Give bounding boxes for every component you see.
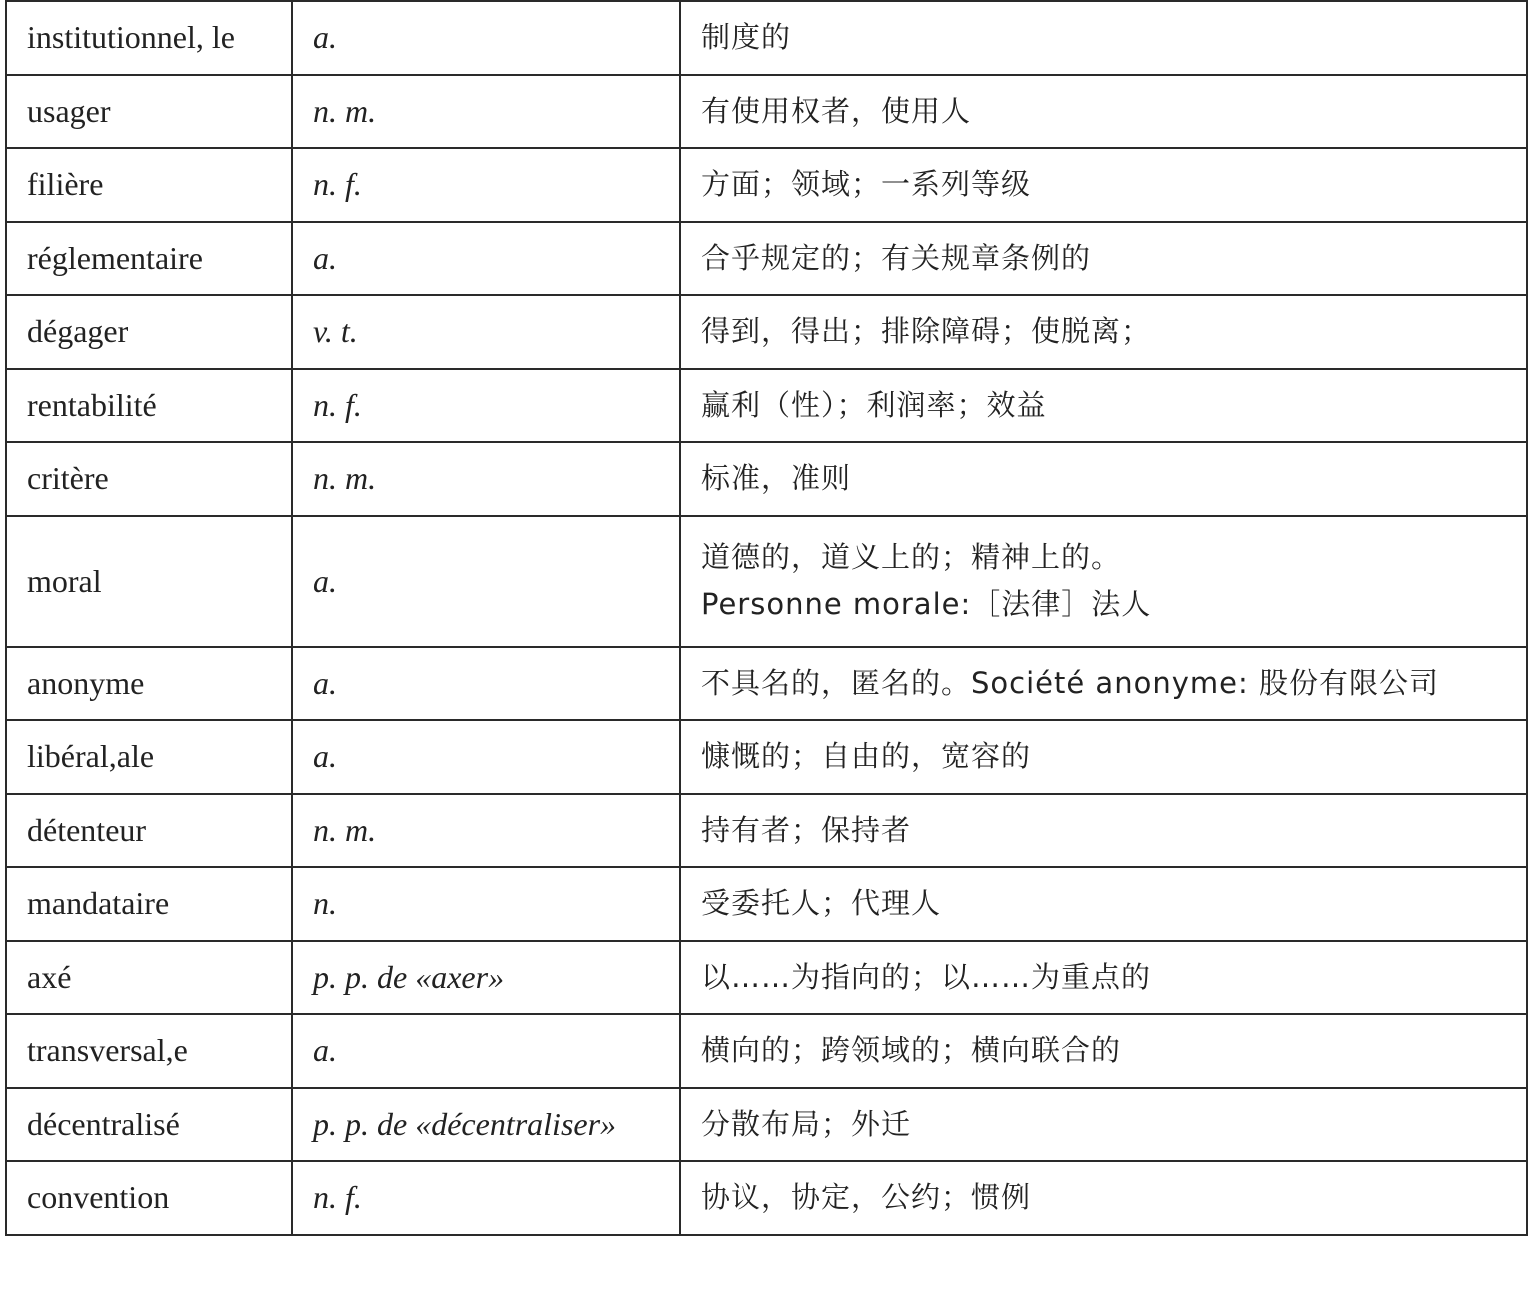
vocabulary-row [6, 867, 1527, 941]
word-cell: dégager [6, 295, 292, 369]
word-cell: convention [6, 1161, 292, 1235]
definition-cell [680, 369, 1527, 443]
definition-line: 受委托人；代理人 [701, 886, 942, 921]
vocabulary-row [6, 1161, 1527, 1235]
vocabulary-row [6, 148, 1527, 222]
part-of-speech-cell: a. [292, 720, 680, 794]
vocabulary-row [6, 720, 1527, 794]
definition-cell [680, 941, 1527, 1015]
vocabulary-table-body [6, 1, 1527, 1235]
definition-line: 持有者；保持者 [701, 812, 912, 847]
vocabulary-table [5, 0, 1528, 1236]
word-cell: décentralisé [6, 1088, 292, 1162]
part-of-speech-cell: a. [292, 222, 680, 296]
part-of-speech-cell: n. m. [292, 75, 680, 149]
definition-line: 制度的 [701, 20, 792, 55]
word-cell: libéral,ale [6, 720, 292, 794]
definition-cell [680, 647, 1527, 721]
definition-line: 以……为指向的；以……为重点的 [701, 959, 1152, 994]
definition-line: 赢利（性）；利润率；效益 [701, 387, 1047, 422]
definition-cell [680, 794, 1527, 868]
word-cell: institutionnel, le [6, 1, 292, 75]
part-of-speech-cell: v. t. [292, 295, 680, 369]
definition-line: 横向的；跨领域的；横向联合的 [701, 1033, 1122, 1068]
definition-line: 协议，协定，公约；惯例 [701, 1180, 1032, 1215]
vocabulary-row [6, 442, 1527, 516]
vocabulary-row [6, 1014, 1527, 1088]
definition-line: 道德的，道义上的；精神上的。 [701, 539, 1122, 574]
word-cell: mandataire [6, 867, 292, 941]
word-cell: usager [6, 75, 292, 149]
definition-cell [680, 1, 1527, 75]
definition-cell [680, 867, 1527, 941]
word-cell: critère [6, 442, 292, 516]
definition-cell [680, 75, 1527, 149]
definition-cell [680, 1161, 1527, 1235]
vocabulary-row [6, 1088, 1527, 1162]
definition-cell [680, 720, 1527, 794]
word-cell: réglementaire [6, 222, 292, 296]
vocabulary-row [6, 295, 1527, 369]
definition-line: 标准，准则 [701, 461, 852, 496]
part-of-speech-cell: n. f. [292, 369, 680, 443]
definition-cell [680, 442, 1527, 516]
definition-line: 有使用权者，使用人 [701, 93, 972, 128]
word-cell: transversal,e [6, 1014, 292, 1088]
definition-cell [680, 1014, 1527, 1088]
vocabulary-row [6, 1, 1527, 75]
part-of-speech-cell: n. f. [292, 1161, 680, 1235]
word-cell: détenteur [6, 794, 292, 868]
word-cell: rentabilité [6, 369, 292, 443]
vocabulary-row [6, 516, 1527, 647]
vocabulary-row [6, 647, 1527, 721]
word-cell: anonyme [6, 647, 292, 721]
word-cell: axé [6, 941, 292, 1015]
definition-cell [680, 1088, 1527, 1162]
definition-line: 合乎规定的；有关规章条例的 [701, 240, 1092, 275]
vocabulary-row [6, 794, 1527, 868]
vocabulary-row [6, 941, 1527, 1015]
part-of-speech-cell: a. [292, 516, 680, 647]
definition-cell [680, 222, 1527, 296]
part-of-speech-cell: p. p. de «axer» [292, 941, 680, 1015]
definition-line: 慷慨的；自由的，宽容的 [701, 739, 1032, 774]
part-of-speech-cell: p. p. de «décentraliser» [292, 1088, 680, 1162]
word-cell: moral [6, 516, 292, 647]
part-of-speech-cell: a. [292, 1, 680, 75]
definition-cell [680, 295, 1527, 369]
definition-line: 方面；领域；一系列等级 [701, 167, 1032, 202]
definition-cell [680, 148, 1527, 222]
part-of-speech-cell: n. [292, 867, 680, 941]
word-cell: filière [6, 148, 292, 222]
part-of-speech-cell: n. m. [292, 794, 680, 868]
part-of-speech-cell: n. f. [292, 148, 680, 222]
vocabulary-row [6, 369, 1527, 443]
definition-line: 得到，得出；排除障碍；使脱离； [701, 314, 1152, 349]
definition-cell [680, 516, 1527, 647]
vocabulary-row [6, 222, 1527, 296]
part-of-speech-cell: a. [292, 647, 680, 721]
definition-line: 分散布局；外迁 [701, 1106, 912, 1141]
part-of-speech-cell: a. [292, 1014, 680, 1088]
definition-line: 不具名的，匿名的。Société anonyme: 股份有限公司 [701, 665, 1439, 700]
vocabulary-row [6, 75, 1527, 149]
part-of-speech-cell: n. m. [292, 442, 680, 516]
definition-line: Personne morale:［法律］法人 [701, 587, 1152, 621]
